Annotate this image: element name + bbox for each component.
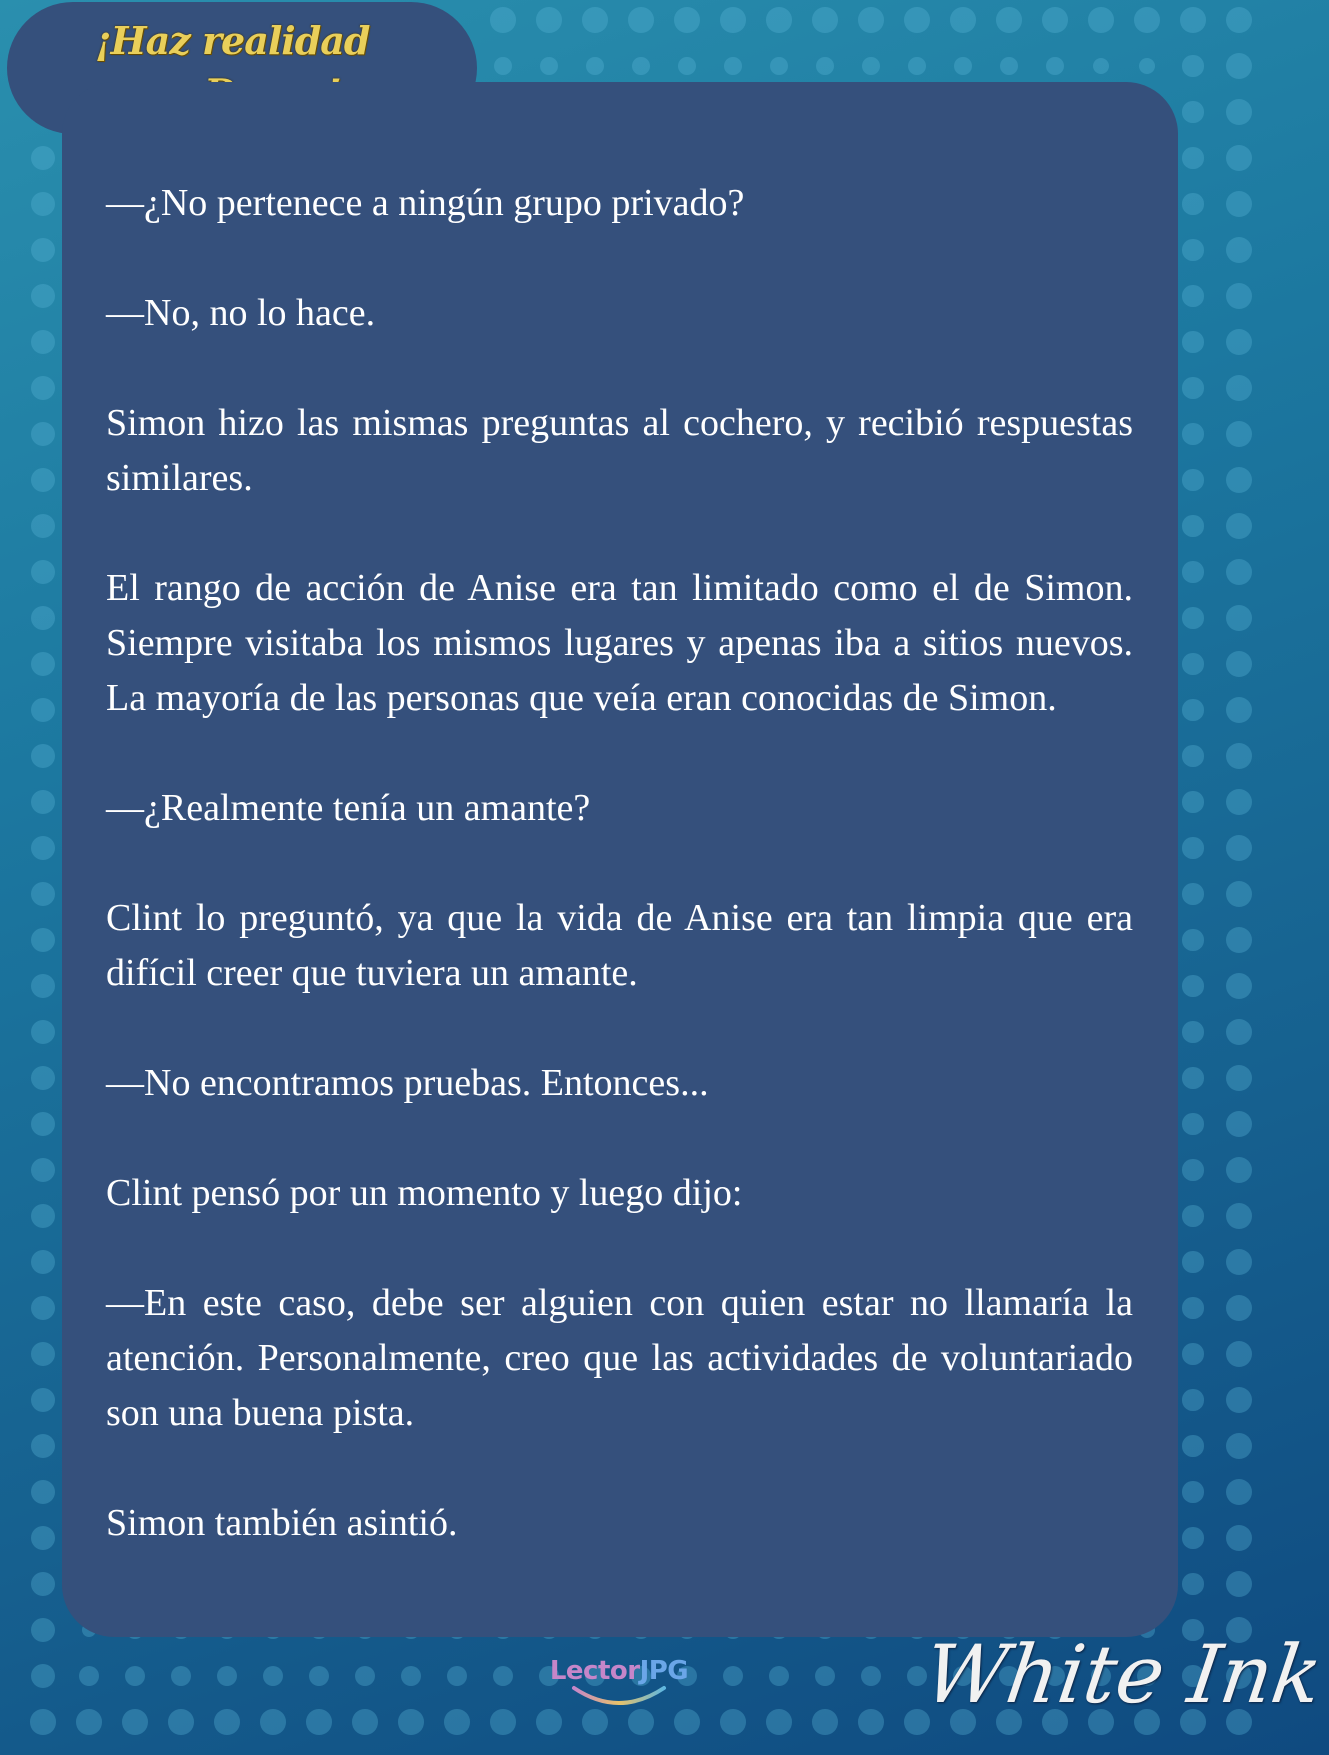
paragraph: El rango de acción de Anise era tan limitado como el de Simon. Siempre visitaba los mismos lugares y apenas iba a sitios nuevos. La mayoría de las personas que veía eran conocidas de Simon. [106, 567, 1133, 719]
paragraph: —¿Realmente tenía un amante? [106, 787, 591, 829]
lectorjpg-part1: Lector [549, 1656, 640, 1686]
paragraph: Clint pensó por un momento y luego dijo: [106, 1172, 743, 1214]
logo-line-1: ¡Haz realidad [95, 18, 370, 63]
paragraph: Simon hizo las mismas preguntas al cochero, y recibió respuestas similares. [106, 402, 1133, 499]
white-ink-signature: White Ink [918, 1628, 1328, 1721]
lectorjpg-logo [544, 1656, 694, 1726]
story-text [106, 176, 1133, 1606]
paragraph: —¿No pertenece a ningún grupo privado? [106, 182, 745, 224]
paragraph: —No, no lo hace. [106, 292, 376, 334]
paragraph: Clint lo preguntó, ya que la vida de Anise era tan limpia que era difícil creer que tuviera un amante. [106, 897, 1133, 994]
paragraph: Simon también asintió. [106, 1502, 458, 1544]
paragraph: —En este caso, debe ser alguien con quien estar no llamaría la atención. Personalmente, creo que las actividades de voluntariado son una buena pista. [106, 1282, 1133, 1434]
smile-arc-icon [564, 1682, 674, 1712]
lectorjpg-wordmark [544, 1656, 694, 1686]
paragraph: —No encontramos pruebas. Entonces... [106, 1062, 709, 1104]
lectorjpg-part2: JPG [639, 1656, 689, 1686]
